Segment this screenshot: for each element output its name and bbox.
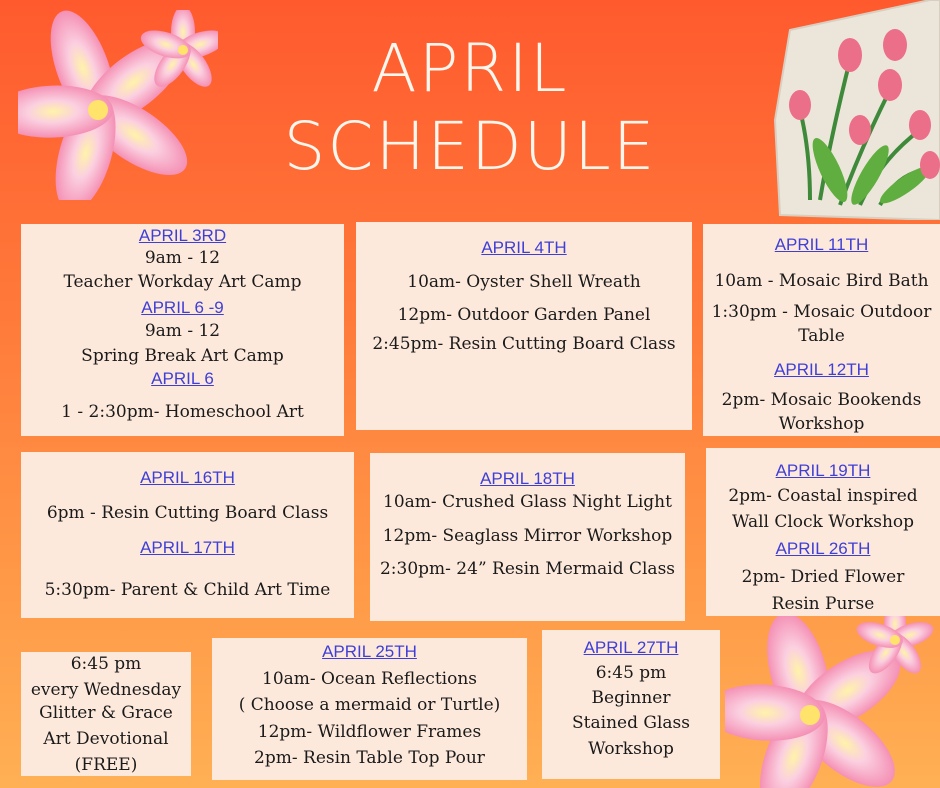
schedule-entry: Wall Clock Workshop xyxy=(731,512,915,532)
schedule-entry: 2pm- Dried Flower xyxy=(741,567,905,587)
schedule-card-wednesday xyxy=(21,652,191,776)
schedule-entry: Art Devotional xyxy=(43,729,169,749)
schedule-date-heading: APRIL 4TH xyxy=(481,238,567,257)
schedule-entry: 9am - 12 xyxy=(144,321,221,341)
schedule-entry: every Wednesday xyxy=(30,680,182,700)
schedule-card-april-25 xyxy=(212,638,527,780)
schedule-entry: Workshop xyxy=(778,414,865,434)
schedule-entry: (FREE) xyxy=(74,755,138,775)
schedule-entry: Stained Glass xyxy=(572,713,690,733)
schedule-entry: 2:30pm- 24” Resin Mermaid Class xyxy=(379,559,676,579)
schedule-entry: 1 - 2:30pm- Homeschool Art xyxy=(61,402,304,422)
schedule-card-april-27 xyxy=(542,630,720,779)
schedule-date-heading: APRIL 17TH xyxy=(140,538,235,557)
schedule-entry: 10am- Oyster Shell Wreath xyxy=(407,272,641,292)
schedule-entry: 6pm - Resin Cutting Board Class xyxy=(46,503,329,523)
schedule-date-heading: APRIL 6 xyxy=(151,369,214,388)
schedule-entry: 2pm- Resin Table Top Pour xyxy=(254,748,485,768)
schedule-entry: 2pm- Mosaic Bookends xyxy=(721,390,922,410)
schedule-entry: 1:30pm - Mosaic Outdoor xyxy=(711,302,932,322)
schedule-entry: 12pm- Wildflower Frames xyxy=(257,722,482,742)
schedule-entry: 12pm- Outdoor Garden Panel xyxy=(397,305,651,325)
schedule-entry: ( Choose a mermaid or Turtle) xyxy=(238,695,501,715)
schedule-entry: Table xyxy=(798,326,845,346)
schedule-card-april-18 xyxy=(370,453,685,621)
schedule-date-heading: APRIL 6 -9 xyxy=(141,298,224,317)
schedule-entry: 9am - 12 xyxy=(144,248,221,268)
schedule-entry: Beginner xyxy=(591,688,671,708)
schedule-date-heading: APRIL 3RD xyxy=(138,226,227,245)
schedule-entry: 2:45pm- Resin Cutting Board Class xyxy=(372,334,676,354)
schedule-entry: 5:30pm- Parent & Child Art Time xyxy=(44,580,331,600)
schedule-card-april-11-12 xyxy=(703,224,940,436)
schedule-date-heading: APRIL 16TH xyxy=(140,468,235,487)
schedule-card-april-4 xyxy=(356,222,692,430)
page-title-line2: SCHEDULE xyxy=(283,108,657,185)
schedule-date-heading: APRIL 18TH xyxy=(480,469,575,488)
schedule-entry: 6:45 pm xyxy=(70,654,142,674)
schedule-card-april-3-6 xyxy=(21,224,344,436)
schedule-entry: Resin Purse xyxy=(771,594,875,614)
schedule-entry: 6:45 pm xyxy=(595,663,667,683)
page-title-line1: APRIL xyxy=(371,30,569,107)
schedule-date-heading: APRIL 12TH xyxy=(774,360,869,379)
schedule-entry: 2pm- Coastal inspired xyxy=(728,486,918,506)
schedule-date-heading: APRIL 11TH xyxy=(774,235,869,254)
plumeria-flower-icon xyxy=(725,605,940,788)
schedule-entry: 12pm- Seaglass Mirror Workshop xyxy=(382,526,673,546)
schedule-card-april-16-17 xyxy=(21,452,354,618)
schedule-entry: Spring Break Art Camp xyxy=(81,346,284,366)
schedule-date-heading: APRIL 25TH xyxy=(322,642,417,661)
schedule-entry: Workshop xyxy=(588,739,674,759)
schedule-date-heading: APRIL 19TH xyxy=(775,461,871,480)
schedule-entry: 10am- Crushed Glass Night Light xyxy=(383,492,672,512)
schedule-card-april-19-26 xyxy=(706,448,940,616)
schedule-entry: 10am - Mosaic Bird Bath xyxy=(714,271,929,291)
schedule-entry: 10am- Ocean Reflections xyxy=(262,669,477,689)
schedule-date-heading: APRIL 26TH xyxy=(775,539,871,558)
schedule-entry: Teacher Workday Art Camp xyxy=(63,272,302,292)
schedule-entry: Glitter & Grace xyxy=(39,703,173,723)
schedule-date-heading: APRIL 27TH xyxy=(583,638,679,657)
